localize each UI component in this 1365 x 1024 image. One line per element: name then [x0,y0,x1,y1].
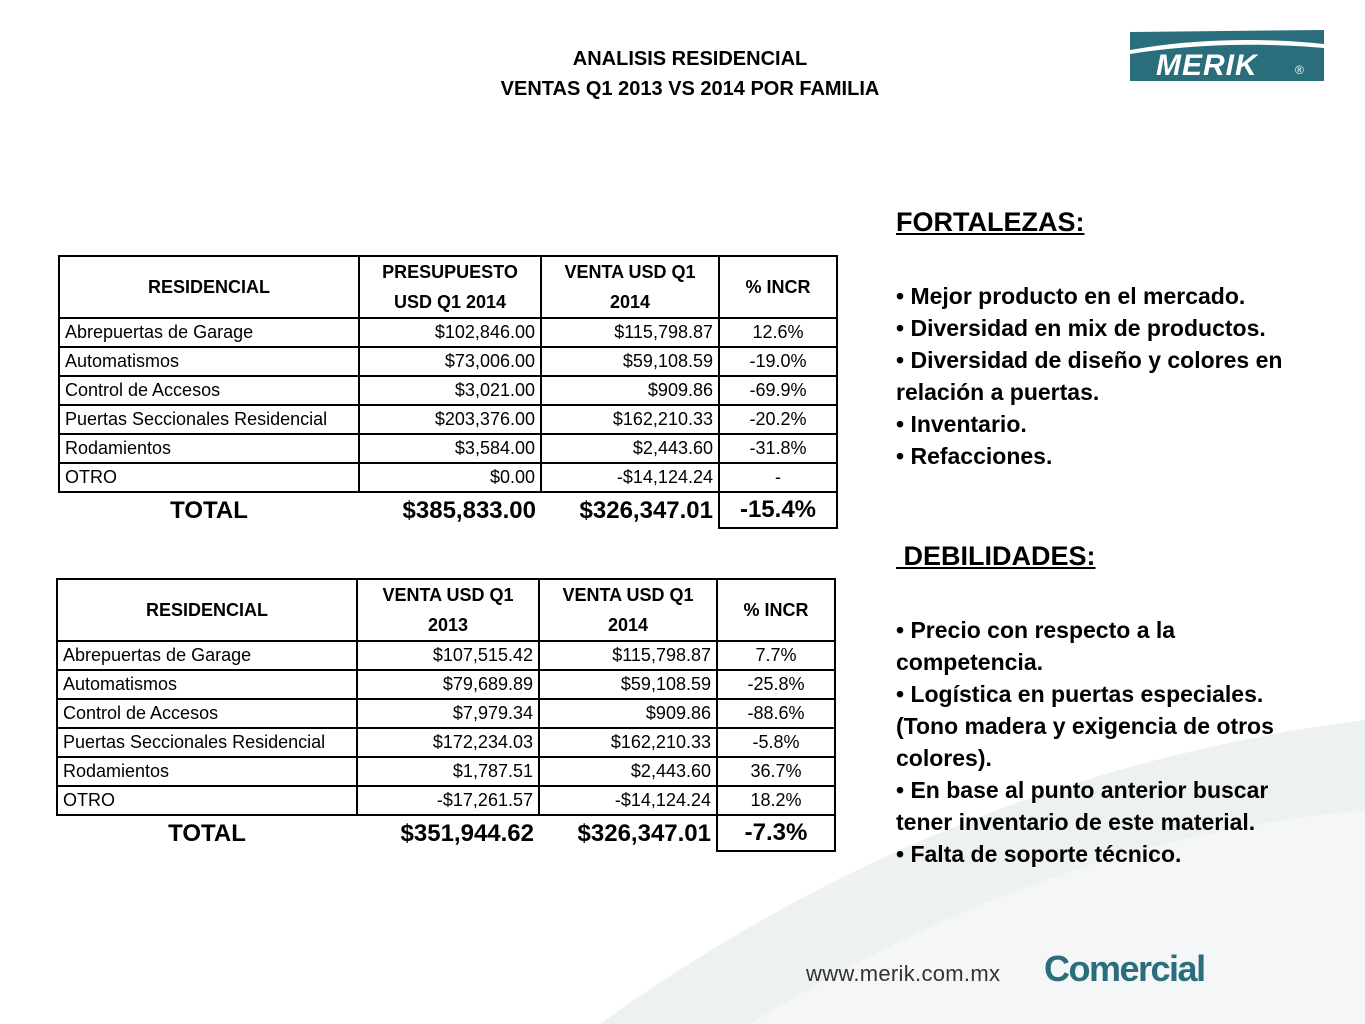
incr-cell: -20.2% [719,405,837,434]
total-row [59,492,837,528]
total-budget: $385,833.00 [402,496,536,524]
sales-2013-cell: $107,515.42 [357,641,539,670]
incr-cell: 12.6% [719,318,837,347]
table-row [57,728,835,757]
list-item: • En base al punto anterior buscar tener inventario de este material. [896,774,1306,838]
logo-registered-mark: ® [1295,63,1304,77]
sales-cell: $2,443.60 [541,434,719,463]
family-cell: Puertas Seccionales Residencial [59,405,359,434]
incr-cell: - [719,463,837,492]
table-row [59,463,837,492]
debilidades-list [896,614,1306,870]
sales-2013-cell: $1,787.51 [357,757,539,786]
sales-2013-vs-2014-table [56,578,836,852]
col-header: % INCR [717,579,835,641]
list-item: • Diversidad en mix de productos. [896,312,1316,344]
table-row [57,641,835,670]
incr-cell: -88.6% [717,699,835,728]
incr-cell: 7.7% [717,641,835,670]
table-header-row [57,579,835,641]
sales-2014-cell: $909.86 [539,699,717,728]
total-label: TOTAL [168,819,246,847]
family-cell: Rodamientos [59,434,359,463]
sales-2013-cell: $79,689.89 [357,670,539,699]
family-cell: Abrepuertas de Garage [57,641,357,670]
total-label: TOTAL [170,496,248,524]
total-sales-2013: $351,944.62 [400,819,534,847]
incr-cell: -19.0% [719,347,837,376]
family-cell: Puertas Seccionales Residencial [57,728,357,757]
merik-logo [1128,28,1326,83]
sales-2014-cell: $59,108.59 [539,670,717,699]
fortalezas-heading: FORTALEZAS: [896,207,1085,237]
sales-2013-cell: -$17,261.57 [357,786,539,815]
incr-cell: -69.9% [719,376,837,405]
sales-cell: $162,210.33 [541,405,719,434]
col-header: VENTA USD Q1 2014 [541,256,719,318]
table-row [59,347,837,376]
sales-2014-cell: $2,443.60 [539,757,717,786]
debilidades-section [896,540,1306,870]
incr-cell: -25.8% [717,670,835,699]
list-item: • Refacciones. [896,440,1316,472]
list-item: • Mejor producto en el mercado. [896,280,1316,312]
family-cell: OTRO [59,463,359,492]
budget-cell: $3,021.00 [359,376,541,405]
budget-cell: $102,846.00 [359,318,541,347]
table-row [57,757,835,786]
sales-cell: $115,798.87 [541,318,719,347]
debilidades-heading: DEBILIDADES: [896,541,1096,571]
comercial-brand: Comercial [1044,948,1205,989]
family-cell: Rodamientos [57,757,357,786]
total-sales-2014: $326,347.01 [577,819,711,847]
col-header: RESIDENCIAL [59,256,359,318]
family-cell: Control de Accesos [59,376,359,405]
incr-cell: -31.8% [719,434,837,463]
sales-2014-cell: -$14,124.24 [539,786,717,815]
total-incr: -15.4% [719,492,837,528]
sales-2014-cell: $115,798.87 [539,641,717,670]
family-cell: Automatismos [59,347,359,376]
col-header: VENTA USD Q1 2014 [539,579,717,641]
budget-vs-sales-table [58,255,838,529]
list-item: • Inventario. [896,408,1316,440]
col-header: PRESUPUESTO USD Q1 2014 [359,256,541,318]
total-incr: -7.3% [717,815,835,851]
table-row [59,318,837,347]
page-title-line2: VENTAS Q1 2013 VS 2014 POR FAMILIA [500,78,880,100]
col-header: VENTA USD Q1 2013 [357,579,539,641]
sales-cell: -$14,124.24 [541,463,719,492]
fortalezas-section [896,206,1316,472]
table-row [59,376,837,405]
total-sales: $326,347.01 [579,496,713,524]
list-item: • Logística en puertas especiales. (Tono madera y exigencia de otros colores). [896,678,1306,774]
family-cell: Abrepuertas de Garage [59,318,359,347]
table-row [57,699,835,728]
list-item: • Precio con respecto a la competencia. [896,614,1306,678]
table-row [57,786,835,815]
incr-cell: -5.8% [717,728,835,757]
budget-cell: $3,584.00 [359,434,541,463]
logo-wordmark: MERIK [1156,49,1258,82]
sales-cell: $59,108.59 [541,347,719,376]
table-row [57,670,835,699]
budget-cell: $73,006.00 [359,347,541,376]
website-url: www.merik.com.mx [806,961,1001,986]
col-header: RESIDENCIAL [57,579,357,641]
incr-cell: 18.2% [717,786,835,815]
family-cell: OTRO [57,786,357,815]
budget-cell: $0.00 [359,463,541,492]
sales-2013-cell: $172,234.03 [357,728,539,757]
list-item: • Diversidad de diseño y colores en relación a puertas. [896,344,1316,408]
col-header: % INCR [719,256,837,318]
incr-cell: 36.7% [717,757,835,786]
sales-cell: $909.86 [541,376,719,405]
sales-2013-cell: $7,979.34 [357,699,539,728]
page-title-line1: ANALISIS RESIDENCIAL [572,48,808,70]
table-header-row [59,256,837,318]
budget-cell: $203,376.00 [359,405,541,434]
total-row [57,815,835,851]
list-item: • Falta de soporte técnico. [896,838,1306,870]
family-cell: Control de Accesos [57,699,357,728]
table-row [59,405,837,434]
table-row [59,434,837,463]
sales-2014-cell: $162,210.33 [539,728,717,757]
fortalezas-list [896,280,1316,472]
family-cell: Automatismos [57,670,357,699]
